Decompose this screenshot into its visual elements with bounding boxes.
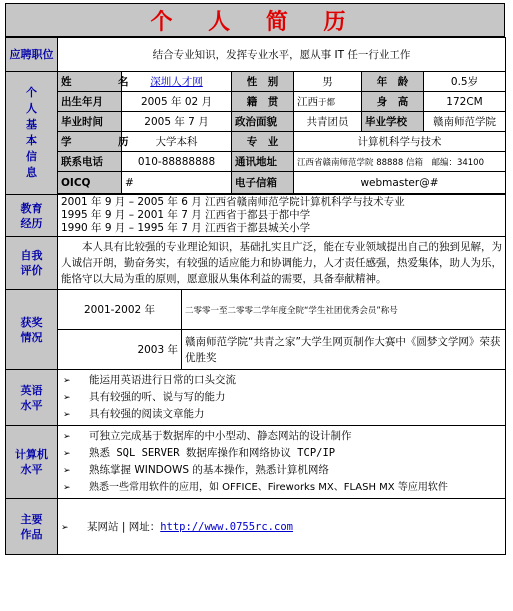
gender-value: 男 [294,72,362,92]
age-label: 年 龄 [362,72,424,92]
birth-value: 2005 年 02 月 [122,92,232,112]
bullet-icon: ➢ [63,432,71,442]
self-eval-section-label: 自我评价 [6,237,58,290]
list-item: ➢ 具有较强的听、说与写的能力 [63,389,502,406]
gender-label: 性 别 [232,72,294,92]
edu-label: 学 历 [58,132,122,152]
resume-title: 个 人 简 历 [150,8,360,35]
politics-label: 政治面貌 [232,112,294,132]
major-value: 计算机科学与技术 [294,132,506,152]
english-list [58,370,506,426]
list-item: ➢ 能运用英语进行日常的口头交流 [63,372,502,389]
phone-label: 联系电话 [58,152,122,172]
works-url-link[interactable]: http://www.0755rc.com [160,521,293,533]
education-list [58,195,506,237]
bullet-icon: ➢ [63,393,71,403]
works-prefix: 某网站 | 网址： [87,521,161,533]
bullet-icon: ➢ [63,483,71,493]
english-section-label: 英语水平 [6,370,58,426]
grad-value: 2005 年 7 月 [122,112,232,132]
politics-value: 共青团员 [294,112,362,132]
education-item: 1990 年 9 月 – 1995 年 7 月 江西省于都县城关小学 [61,222,311,234]
list-item: ➢ 熟练掌握 WINDOWS 的基本操作，熟悉计算机网络 [63,462,502,479]
list-item: ➢ 熟悉 SQL SERVER 数据库操作和网络协议 TCP/IP [63,445,502,462]
list-item: ➢ 具有较强的阅读文章能力 [63,406,502,423]
native-value: 江西于都 [294,92,362,112]
name-link[interactable]: 深圳人才网 [150,76,203,88]
edu-value: 大学本科 [122,132,232,152]
native-label: 籍 贯 [232,92,294,112]
bullet-icon: ➢ [63,449,71,459]
award-year: 2003 年 [58,330,182,370]
works-item [58,499,506,555]
list-item: ➢ 可独立完成基于数据库的中小型动、静态网站的设计制作 [63,428,502,445]
resume-page [5,3,505,555]
address-label: 通讯地址 [232,152,294,172]
resume-title-bar [5,3,505,37]
bullet-icon: ➢ [61,523,69,533]
school-label: 毕业学校 [362,112,424,132]
qq-value: # [122,172,232,194]
resume-table [5,37,506,555]
qq-label: OICQ [58,172,122,194]
height-label: 身 高 [362,92,424,112]
grad-label: 毕业时间 [58,112,122,132]
height-value: 172CM [424,92,506,112]
award-text: 二零零一至二零零二学年度全院“学生社团优秀会员”称号 [182,290,506,330]
education-item: 2001 年 9 月 – 2005 年 6 月 江西省赣南师范学院计算机科学与技术专业 [61,196,405,208]
major-label: 专 业 [232,132,294,152]
self-eval-text: 本人具有比较强的专业理论知识，基础扎实且广泛，能在专业领域提出自己的独到见解，为人诚信开朗，勤奋务实，有较强的适应能力和协调能力，人才责任感强，热爱集体，助人为乐，能恪守以大局为重的原则，愿意服从集体利益的需要，具备奉献精神。 [58,237,506,290]
name-label: 姓 名 [58,72,122,92]
education-item: 1995 年 9 月 – 2001 年 7 月 江西省于都县于都中学 [61,209,311,221]
birth-label: 出生年月 [58,92,122,112]
list-item: ➢ 熟悉一些常用软件的应用，如 OFFICE、Fireworks MX、FLASH MX 等应用软件 [63,479,502,496]
education-section-label: 教育经历 [6,195,58,237]
school-value: 赣南师范学院 [424,112,506,132]
age-value: 0.5岁 [424,72,506,92]
award-year: 2001-2002 年 [58,290,182,330]
phone-value: 010-88888888 [122,152,232,172]
address-value: 江西省赣南师范学院 88888 信箱 邮编：34100 [294,152,506,172]
intent-section-label: 应聘职位 [6,38,58,72]
intent-text: 结合专业知识，发挥专业水平，愿从事 IT 任一行业工作 [58,38,506,72]
bullet-icon: ➢ [63,410,71,420]
computer-list [58,426,506,499]
bullet-icon: ➢ [63,376,71,386]
computer-section-label: 计算机水平 [6,426,58,499]
personal-section-label: 个人基本信息 [6,72,58,195]
works-section-label: 主要作品 [6,499,58,555]
award-text: 赣南师范学院“共青之家”大学生网页制作大赛中《圆梦文学网》荣获优胜奖 [182,330,506,370]
email-value: webmaster@# [294,172,506,194]
bullet-icon: ➢ [63,466,71,476]
email-label: 电子信箱 [232,172,294,194]
awards-section-label: 获奖情况 [6,290,58,370]
